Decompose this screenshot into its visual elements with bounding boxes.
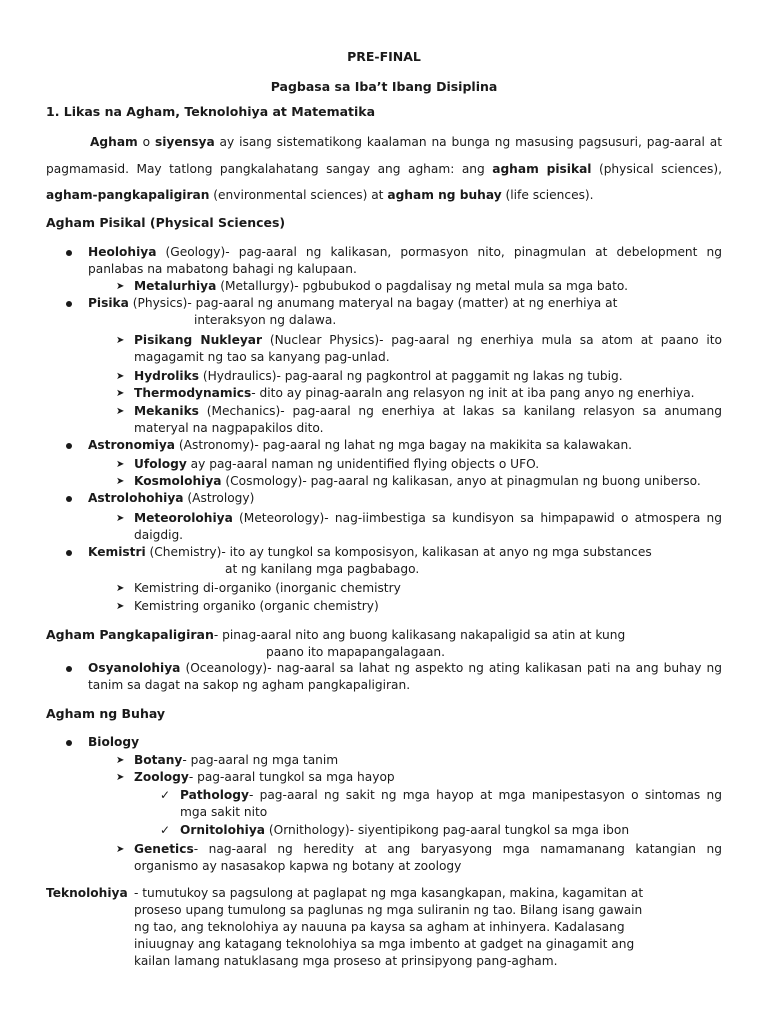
section-heading: 1. Likas na Agham, Teknolohiya at Matematika <box>46 104 376 119</box>
list-item: Genetics- nag-aaral ng heredity at ang baryasyong mga namamanang katangian ng organismo ay nasasakop kapwa ng botany at zoology <box>134 842 722 873</box>
list-item: Kemistring di-organiko (inorganic chemistry <box>134 581 401 595</box>
list-item: Botany- pag-aaral ng mga tanim <box>134 753 339 767</box>
intro-paragraph <box>46 129 722 209</box>
term-label: Teknolohiya <box>46 886 128 900</box>
list-item: Biology <box>88 735 140 749</box>
arrow-bullet-icon: ➤ <box>116 844 125 855</box>
bullet-icon <box>66 250 72 256</box>
list-item: Mekaniks (Mechanics)- pag-aaral ng enerhiya at lakas sa kanilang relasyon sa anumang materyal na nagpapakilos dito. <box>134 404 722 435</box>
bullet-icon <box>66 666 72 672</box>
term: agham ng buhay <box>387 188 502 202</box>
text: (life sciences). <box>501 188 594 202</box>
arrow-bullet-icon: ➤ <box>116 281 125 292</box>
arrow-bullet-icon: ➤ <box>116 406 125 417</box>
subsection-heading: Agham ng Buhay <box>46 706 166 721</box>
bullet-icon <box>66 740 72 746</box>
list-item: Pathology- pag-aaral ng sakit ng mga hayop at mga manipestasyon o sintomas ng mga sakit nito <box>180 788 722 819</box>
bullet-icon <box>66 496 72 502</box>
check-bullet-icon: ✓ <box>160 788 171 802</box>
arrow-bullet-icon: ➤ <box>116 459 125 470</box>
list-item: Pisika (Physics)- pag-aaral ng anumang materyal na bagay (matter) at ng enerhiya at interaksyon ng dalawa. <box>88 296 618 327</box>
text: o <box>137 135 155 149</box>
list-item: Meteorolohiya (Meteorology)- nag-iimbestiga sa kundisyon sa himpapawid o atmospera ng daigdig. <box>134 511 722 542</box>
term: siyensya <box>154 135 215 149</box>
term: agham-pangkapaligiran <box>46 188 210 202</box>
arrow-bullet-icon: ➤ <box>116 755 125 766</box>
arrow-bullet-icon: ➤ <box>116 583 125 594</box>
definition-paragraph: - tumutukoy sa pagsulong at paglapat ng mga kasangkapan, makina, kagamitan at proseso upang tumulong sa paglunas ng mga suliranin ng tao. Bilang isang gawain ng tao, ang teknolohiya ay nauuna pa kaysa sa agham at inhinyera. Kadalasang iniuugnay ang katagang teknolohiya sa mga imbento at gadget na ginagamit ang kailan lamang natuklasang mga proseso at prinsipyong pang-agham. <box>134 886 644 968</box>
list-item: Osyanolohiya (Oceanology)- nag-aaral sa lahat ng aspekto ng ating kalikasan pati na ang buhay ng tanim sa dagat na sakop ng agham pangkapaligiran. <box>88 661 722 692</box>
list-item: Astrolohohiya (Astrology) <box>88 491 255 505</box>
subsection-heading: Agham Pisikal (Physical Sciences) <box>46 215 286 230</box>
text: (physical sciences), <box>591 161 722 176</box>
document-subtitle: Pagbasa sa Iba’t Ibang Disiplina <box>270 79 498 94</box>
arrow-bullet-icon: ➤ <box>116 335 125 346</box>
list-item: Kemistri (Chemistry)- ito ay tungkol sa komposisyon, kalikasan at anyo ng mga substances at ng kanilang mga pagbabago. <box>88 545 652 576</box>
arrow-bullet-icon: ➤ <box>116 476 125 487</box>
term: agham pisikal <box>492 161 592 176</box>
list-item: Ornitolohiya (Ornithology)- siyentipikong pag-aaral tungkol sa mga ibon <box>180 823 630 837</box>
list-item: Kemistring organiko (organic chemistry) <box>134 599 379 613</box>
text: ay isang sistematikong kaalaman na bunga ng masusing pagsusuri, pag-aaral at pagmamasid. May tatlong pangkalahatang sangay ang agham: ang <box>46 135 722 176</box>
bullet-icon <box>66 301 72 307</box>
document-title: PRE-FINAL <box>347 49 421 64</box>
term: Agham <box>90 135 138 149</box>
check-bullet-icon: ✓ <box>160 823 171 837</box>
list-item: Ufology ay pag-aaral naman ng unidentified flying objects o UFO. <box>134 457 540 471</box>
list-item: Thermodynamics- dito ay pinag-aaraln ang relasyon ng init at iba pang anyo ng enerhiya. <box>134 386 695 400</box>
list-item: Hydroliks (Hydraulics)- pag-aaral ng pagkontrol at paggamit ng lakas ng tubig. <box>134 369 623 383</box>
bullet-icon <box>66 443 72 449</box>
arrow-bullet-icon: ➤ <box>116 772 125 783</box>
arrow-bullet-icon: ➤ <box>116 371 125 382</box>
list-item: Pisikang Nukleyar (Nuclear Physics)- pag-aaral ng enerhiya mula sa atom at paano ito magagamit ng tao sa kanyang pag-unlad. <box>134 333 722 364</box>
bullet-icon <box>66 550 72 556</box>
list-item: Astronomiya (Astronomy)- pag-aaral ng lahat ng mga bagay na makikita sa kalawakan. <box>88 438 633 452</box>
arrow-bullet-icon: ➤ <box>116 601 125 612</box>
text: (environmental sciences) at <box>209 188 388 202</box>
list-item: Metalurhiya (Metallurgy)- pgbubukod o pagdalisay ng metal mula sa mga bato. <box>134 279 629 293</box>
list-item: Zoology- pag-aaral tungkol sa mga hayop <box>134 770 395 784</box>
list-item: Kosmolohiya (Cosmology)- pag-aaral ng kalikasan, anyo at pinagmulan ng buong uniberso. <box>134 474 701 488</box>
arrow-bullet-icon: ➤ <box>116 513 125 524</box>
list-item: Heolohiya (Geology)- pag-aaral ng kalikasan, pormasyon nito, pinagmulan at debelopment ng panlabas na mabatong bahagi ng kalupaan. <box>88 245 722 276</box>
subsection-heading: Agham Pangkapaligiran- pinag-aaral nito ang buong kalikasang nakapaligid sa atin at kung paano ito mapapangalagaan. <box>46 627 626 659</box>
arrow-bullet-icon: ➤ <box>116 388 125 399</box>
